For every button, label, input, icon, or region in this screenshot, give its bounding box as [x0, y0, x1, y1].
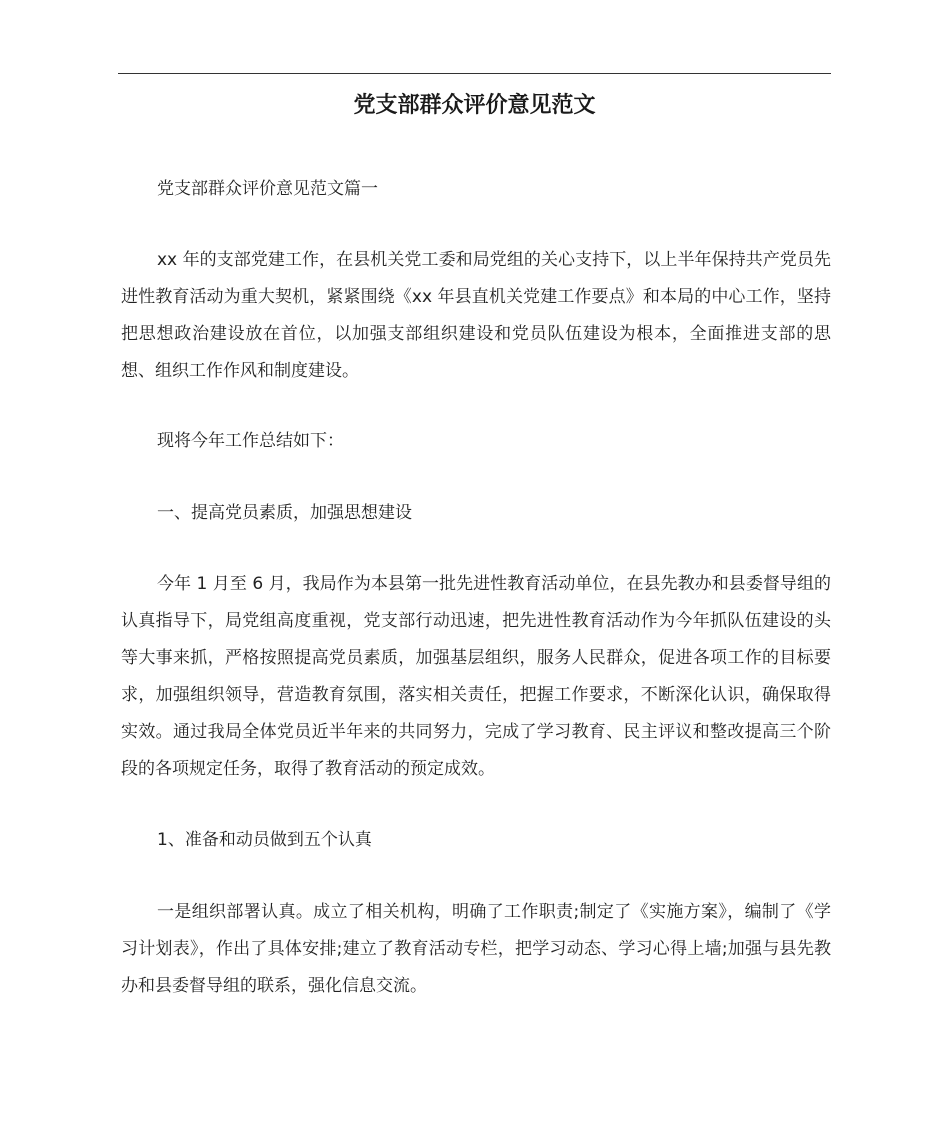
intro-paragraph: xx 年的支部党建工作，在县机关党工委和局党组的关心支持下，以上半年保持共产党员先进性教育活动为重大契机，紧紧围绕《xx 年县直机关党建工作要点》和本局的中心工作，坚持把思想政治建设放在首位，以加强支部组织建设和党员队伍建设为根本，全面推进支部的思想、组织工作作风和制度建设。	[121, 250, 831, 381]
document-title: 党支部群众评价意见范文	[353, 93, 596, 118]
header-rule	[118, 73, 831, 74]
summary-lead: 现将今年工作总结如下：	[157, 431, 344, 451]
item-1-body: 一是组织部署认真。成立了相关机构，明确了工作职责;制定了《实施方案》，编制了《学习计划表》，作出了具体安排;建立了教育活动专栏，把学习动态、学习心得上墙;加强与县先教办和县委督导组的联系，强化信息交流。	[121, 902, 831, 996]
section-1-heading: 一、提高党员素质，加强思想建设	[157, 503, 412, 523]
section-1-body: 今年 1 月至 6 月，我局作为本县第一批先进性教育活动单位，在县先教办和县委督导组的认真指导下，局党组高度重视，党支部行动迅速，把先进性教育活动作为今年抓队伍建设的头等大事来抓，严格按照提高党员素质，加强基层组织，服务人民群众，促进各项工作的目标要求，加强组织领导，营造教育氛围，落实相关责任，把握工作要求，不断深化认识，确保取得实效。通过我局全体党员近半年来的共同努力，完成了学习教育、民主评议和整改提高三个阶段的各项规定任务，取得了教育活动的预定成效。	[121, 574, 831, 779]
document-subtitle: 党支部群众评价意见范文篇一	[157, 179, 378, 199]
item-1-heading: 1、准备和动员做到五个认真	[157, 830, 372, 850]
